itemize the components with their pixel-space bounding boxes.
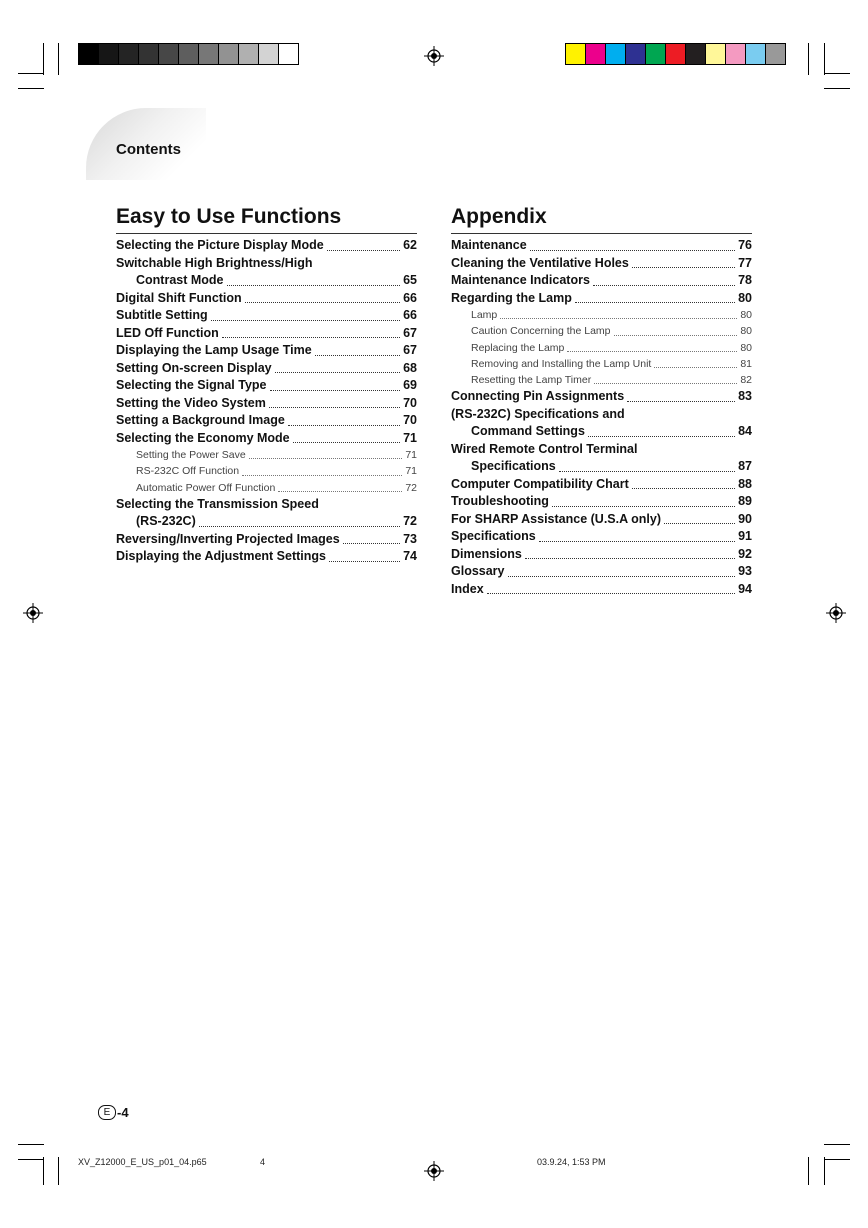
registration-mark-icon xyxy=(23,603,43,623)
toc-entry-label: Selecting the Picture Display Mode xyxy=(116,238,324,252)
toc-leader-dots xyxy=(632,267,735,268)
toc-entry[interactable] xyxy=(451,476,752,494)
toc-leader-dots xyxy=(245,302,400,303)
toc-entry[interactable] xyxy=(116,430,417,448)
toc-entry[interactable] xyxy=(451,511,752,529)
registration-mark-icon xyxy=(826,603,846,623)
toc-entry-page: 76 xyxy=(738,238,752,252)
toc-entry[interactable] xyxy=(451,406,752,424)
toc-entry-page: 89 xyxy=(738,494,752,509)
toc-entry-label: Wired Remote Control Terminal xyxy=(451,441,638,456)
toc-entry[interactable] xyxy=(116,480,417,496)
toc-entry-label: Troubleshooting xyxy=(451,494,549,509)
toc-entry-label: Cleaning the Ventilative Holes xyxy=(451,255,629,270)
toc-entry-page: 67 xyxy=(403,325,417,340)
section-heading: Appendix xyxy=(451,204,752,234)
toc-entry-page: 70 xyxy=(403,413,417,427)
toc-entry[interactable] xyxy=(451,323,752,339)
toc-entry[interactable] xyxy=(116,377,417,395)
toc-entry[interactable] xyxy=(116,272,417,290)
toc-leader-dots xyxy=(632,488,735,489)
toc-section-appendix xyxy=(451,204,752,598)
page-number xyxy=(98,1105,129,1120)
toc-leader-dots xyxy=(500,318,737,319)
toc-entry-page: 69 xyxy=(403,378,417,392)
toc-entry-page: 68 xyxy=(403,360,417,375)
toc-entry-page: 71 xyxy=(403,430,417,445)
toc-entry-label: Caution Concerning the Lamp xyxy=(471,325,611,338)
toc-leader-dots xyxy=(552,506,735,507)
toc-entry-label: Setting the Power Save xyxy=(136,449,246,461)
toc-entry[interactable] xyxy=(116,325,417,343)
toc-leader-dots xyxy=(508,576,736,577)
toc-entry-label: (RS-232C) Specifications and xyxy=(451,406,625,421)
toc-entry[interactable] xyxy=(116,290,417,308)
toc-entry[interactable] xyxy=(451,423,752,441)
toc-leader-dots xyxy=(199,526,400,527)
toc-entry-label: Reversing/Inverting Projected Images xyxy=(116,531,340,546)
color-swatch xyxy=(686,44,706,64)
toc-entry[interactable] xyxy=(451,388,752,406)
toc-entry-label: Lamp xyxy=(471,309,498,321)
toc-leader-dots xyxy=(269,407,400,408)
toc-leader-dots xyxy=(664,523,735,524)
toc-entry-page: 82 xyxy=(740,374,752,387)
toc-entry[interactable] xyxy=(116,412,417,430)
toc-leader-dots xyxy=(567,351,737,352)
toc-entry-page: 94 xyxy=(738,581,752,596)
toc-leader-dots xyxy=(575,302,735,303)
toc-entry[interactable] xyxy=(451,563,752,581)
color-swatch xyxy=(586,44,606,64)
toc-entry-label: Specifications xyxy=(471,459,556,474)
color-swatch xyxy=(746,44,766,64)
color-swatch xyxy=(239,44,259,64)
toc-entry[interactable] xyxy=(116,395,417,413)
toc-entry-page: 84 xyxy=(738,424,752,439)
toc-leader-dots xyxy=(593,285,735,286)
page-title: Contents xyxy=(116,141,181,158)
toc-entry-label: Index xyxy=(451,581,484,596)
toc-leader-dots xyxy=(627,401,735,402)
toc-leader-dots xyxy=(530,250,735,251)
toc-entry-page: 80 xyxy=(740,341,752,354)
toc-entry[interactable] xyxy=(116,513,417,531)
toc-leader-dots xyxy=(275,372,400,373)
toc-section-easy-to-use xyxy=(116,204,417,566)
page-letter: E xyxy=(98,1105,116,1120)
color-swatch xyxy=(159,44,179,64)
toc-entry[interactable] xyxy=(451,546,752,564)
toc-entry-page: 71 xyxy=(405,449,417,461)
toc-entry[interactable] xyxy=(451,290,752,308)
toc-entry[interactable] xyxy=(116,307,417,325)
toc-entry[interactable] xyxy=(451,441,752,459)
toc-entry-label: Connecting Pin Assignments xyxy=(451,389,625,404)
gray-color-bar xyxy=(78,43,299,65)
toc-entry-label: Selecting the Signal Type xyxy=(116,378,267,392)
toc-entry-page: 71 xyxy=(405,465,417,478)
toc-leader-dots xyxy=(242,475,402,476)
color-swatch xyxy=(706,44,726,64)
toc-leader-dots xyxy=(222,337,400,338)
color-swatch xyxy=(119,44,139,64)
toc-entry-page: 62 xyxy=(403,238,417,252)
toc-entry[interactable] xyxy=(451,493,752,511)
toc-leader-dots xyxy=(525,558,735,559)
toc-entry-page: 80 xyxy=(740,325,752,338)
toc-entry-label: Removing and Installing the Lamp Unit xyxy=(471,357,652,370)
registration-mark-icon xyxy=(424,46,444,66)
toc-entry-page: 66 xyxy=(403,308,417,322)
toc-entry-label: Replacing the Lamp xyxy=(471,341,565,354)
toc-entry[interactable] xyxy=(451,528,752,546)
toc-leader-dots xyxy=(329,561,400,562)
toc-entry-label: LED Off Function xyxy=(116,325,219,340)
toc-entry-page: 77 xyxy=(738,255,752,270)
toc-leader-dots xyxy=(343,543,400,544)
toc-entry-page: 87 xyxy=(738,459,752,474)
color-swatch xyxy=(279,44,298,64)
toc-entry-page: 92 xyxy=(738,546,752,561)
toc-entry-page: 83 xyxy=(738,389,752,404)
toc-entry[interactable] xyxy=(116,496,417,514)
toc-entry-label: Glossary xyxy=(451,564,505,579)
toc-entry-label: Automatic Power Off Function xyxy=(136,481,276,494)
toc-entry[interactable] xyxy=(451,255,752,273)
toc-entry-label: Displaying the Adjustment Settings xyxy=(116,549,326,564)
toc-leader-dots xyxy=(614,335,738,336)
toc-leader-dots xyxy=(588,436,735,437)
toc-leader-dots xyxy=(249,458,403,459)
toc-leader-dots xyxy=(594,383,737,384)
toc-entry-page: 65 xyxy=(403,273,417,287)
toc-entry-page: 81 xyxy=(740,357,752,370)
color-swatch xyxy=(666,44,686,64)
toc-leader-dots xyxy=(315,355,400,356)
toc-entry-label: Setting the Video System xyxy=(116,395,266,410)
toc-entry-label: Subtitle Setting xyxy=(116,308,208,322)
toc-entry-label: Selecting the Economy Mode xyxy=(116,430,290,445)
toc-leader-dots xyxy=(288,425,400,426)
toc-entry-label: Dimensions xyxy=(451,546,522,561)
color-swatch xyxy=(179,44,199,64)
toc-leader-dots xyxy=(327,250,400,251)
toc-entry[interactable] xyxy=(451,340,752,356)
color-swatch xyxy=(99,44,119,64)
toc-entry-label: Computer Compatibility Chart xyxy=(451,476,629,491)
toc-entry[interactable] xyxy=(116,447,417,463)
toc-entry-label: Regarding the Lamp xyxy=(451,290,572,305)
page-number-value: -4 xyxy=(117,1105,129,1120)
toc-entry-page: 67 xyxy=(403,343,417,357)
toc-entry[interactable] xyxy=(116,548,417,566)
toc-entry-label: Selecting the Transmission Speed xyxy=(116,496,319,511)
process-color-bar xyxy=(565,43,786,65)
toc-leader-dots xyxy=(270,390,401,391)
toc-leader-dots xyxy=(487,593,735,594)
toc-entry-label: Contrast Mode xyxy=(136,273,224,287)
toc-entry-page: 72 xyxy=(405,481,417,494)
toc-entry-label: Resetting the Lamp Timer xyxy=(471,374,592,387)
section-heading: Easy to Use Functions xyxy=(116,204,417,234)
color-swatch xyxy=(766,44,785,64)
color-swatch xyxy=(626,44,646,64)
toc-list xyxy=(451,237,752,598)
toc-entry-label: RS-232C Off Function xyxy=(136,465,240,478)
toc-entry-page: 90 xyxy=(738,511,752,526)
toc-entry[interactable] xyxy=(116,531,417,549)
toc-leader-dots xyxy=(227,285,401,286)
toc-entry-page: 72 xyxy=(403,514,417,529)
toc-entry-page: 70 xyxy=(403,395,417,410)
color-swatch xyxy=(726,44,746,64)
toc-entry-label: Digital Shift Function xyxy=(116,290,242,305)
color-swatch xyxy=(259,44,279,64)
color-swatch xyxy=(219,44,239,64)
color-swatch xyxy=(199,44,219,64)
toc-entry-label: Command Settings xyxy=(471,424,585,439)
footer-sheet: 4 xyxy=(260,1157,266,1167)
color-swatch xyxy=(79,44,99,64)
toc-entry-page: 78 xyxy=(738,273,752,287)
toc-entry[interactable] xyxy=(451,458,752,476)
toc-entry-page: 73 xyxy=(403,531,417,546)
toc-entry-label: Setting a Background Image xyxy=(116,413,285,427)
toc-entry[interactable] xyxy=(116,463,417,479)
toc-entry-page: 91 xyxy=(738,529,752,544)
toc-entry-page: 80 xyxy=(738,290,752,305)
toc-entry[interactable] xyxy=(451,372,752,388)
toc-entry-label: Maintenance Indicators xyxy=(451,273,590,287)
toc-entry-label: Specifications xyxy=(451,529,536,544)
toc-entry[interactable] xyxy=(451,272,752,290)
toc-entry-page: 74 xyxy=(403,549,417,564)
toc-entry[interactable] xyxy=(451,307,752,323)
toc-entry[interactable] xyxy=(116,360,417,378)
toc-leader-dots xyxy=(654,367,737,368)
toc-leader-dots xyxy=(211,320,400,321)
toc-leader-dots xyxy=(539,541,735,542)
toc-entry[interactable] xyxy=(116,255,417,273)
toc-entry-label: Maintenance xyxy=(451,238,527,252)
toc-entry-page: 88 xyxy=(738,476,752,491)
toc-entry[interactable] xyxy=(116,342,417,360)
toc-entry-page: 93 xyxy=(738,564,752,579)
toc-entry-label: Displaying the Lamp Usage Time xyxy=(116,343,312,357)
toc-entry[interactable] xyxy=(451,581,752,599)
footer-filename: XV_Z12000_E_US_p01_04.p65 xyxy=(78,1157,207,1167)
toc-entry-label: For SHARP Assistance (U.S.A only) xyxy=(451,511,661,526)
toc-entry-label: (RS-232C) xyxy=(136,514,196,529)
toc-leader-dots xyxy=(559,471,735,472)
toc-entry-page: 80 xyxy=(740,309,752,321)
toc-entry-label: Switchable High Brightness/High xyxy=(116,255,313,270)
toc-entry-label: Setting On-screen Display xyxy=(116,360,272,375)
toc-leader-dots xyxy=(278,491,402,492)
color-swatch xyxy=(606,44,626,64)
toc-entry-page: 66 xyxy=(403,290,417,305)
toc-list xyxy=(116,237,417,566)
registration-mark-icon xyxy=(424,1161,444,1181)
toc-leader-dots xyxy=(293,442,400,443)
footer-datetime: 03.9.24, 1:53 PM xyxy=(537,1157,606,1167)
color-swatch xyxy=(566,44,586,64)
toc-entry[interactable] xyxy=(451,356,752,372)
toc-entry[interactable] xyxy=(451,237,752,255)
color-swatch xyxy=(139,44,159,64)
toc-entry[interactable] xyxy=(116,237,417,255)
color-swatch xyxy=(646,44,666,64)
